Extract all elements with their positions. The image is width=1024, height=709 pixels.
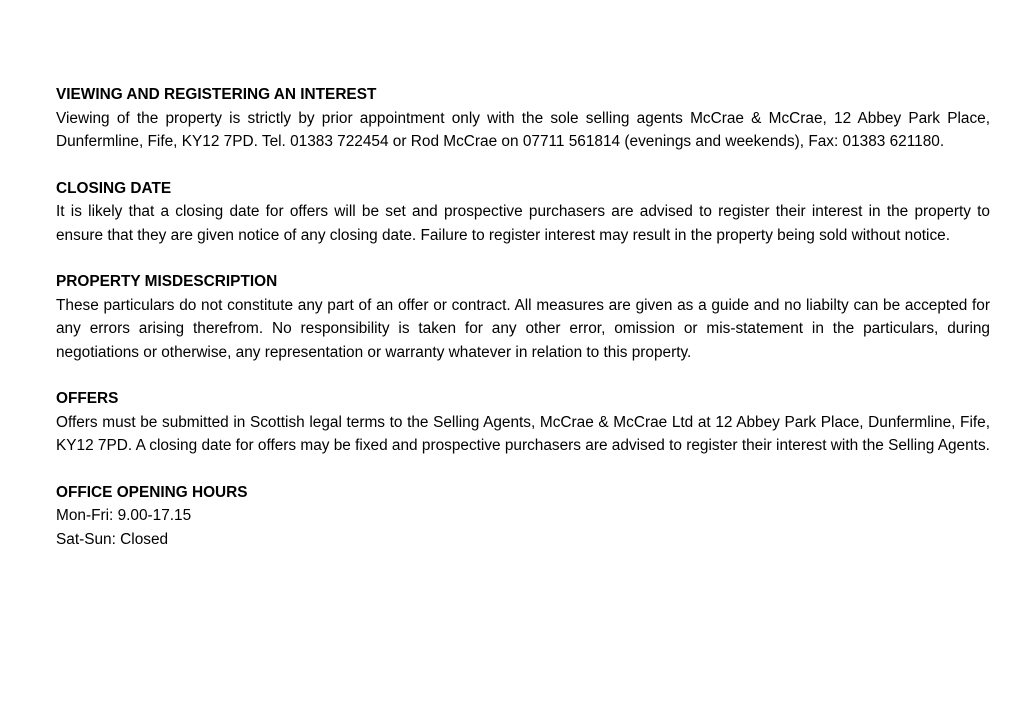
section-body: It is likely that a closing date for offers will be set and prospective purchasers are advised to register their interest in the property to ensure that they are given notice of any closing date. Failure to register interest may result in the property being sold without notice.	[56, 203, 990, 244]
section-offers	[56, 387, 990, 458]
section-body: These particulars do not constitute any part of an offer or contract. All measures are given as a guide and no liabilty can be accepted for any errors arising therefrom. No responsibility is taken for any other error, omission or mis-statement in the particulars, during negotiations or otherwise, any representation or warranty whatever in relation to this property.	[56, 296, 990, 361]
document-page	[56, 83, 990, 574]
section-viewing	[56, 83, 990, 154]
section-heading: OFFICE OPENING HOURS	[56, 483, 248, 501]
section-property-misdescription	[56, 270, 990, 364]
section-heading: PROPERTY MISDESCRIPTION	[56, 273, 278, 290]
hours-weekdays: Mon-Fri: 9.00-17.15	[56, 507, 192, 524]
section-office-hours	[56, 481, 990, 552]
hours-weekend: Sat-Sun: Closed	[56, 530, 169, 548]
section-heading: VIEWING AND REGISTERING AN INTEREST	[56, 86, 377, 103]
section-heading: CLOSING DATE	[56, 179, 172, 197]
section-closing-date	[56, 177, 990, 248]
section-body: Offers must be submitted in Scottish legal terms to the Selling Agents, McCrae & McCrae Ltd at 12 Abbey Park Place, Dunfermline, Fife, KY12 7PD. A closing date for offers may be fixed and prospective purchasers are advised to register their interest with the Selling Agents.	[56, 413, 990, 454]
section-body: Viewing of the property is strictly by prior appointment only with the sole selling agents McCrae & McCrae, 12 Abbey Park Place, Dunfermline, Fife, KY12 7PD. Tel. 01383 722454 or Rod McCrae on 07711 561814 (evenings and weekends), Fax: 01383 621180.	[56, 109, 990, 150]
section-heading: OFFERS	[56, 390, 119, 407]
